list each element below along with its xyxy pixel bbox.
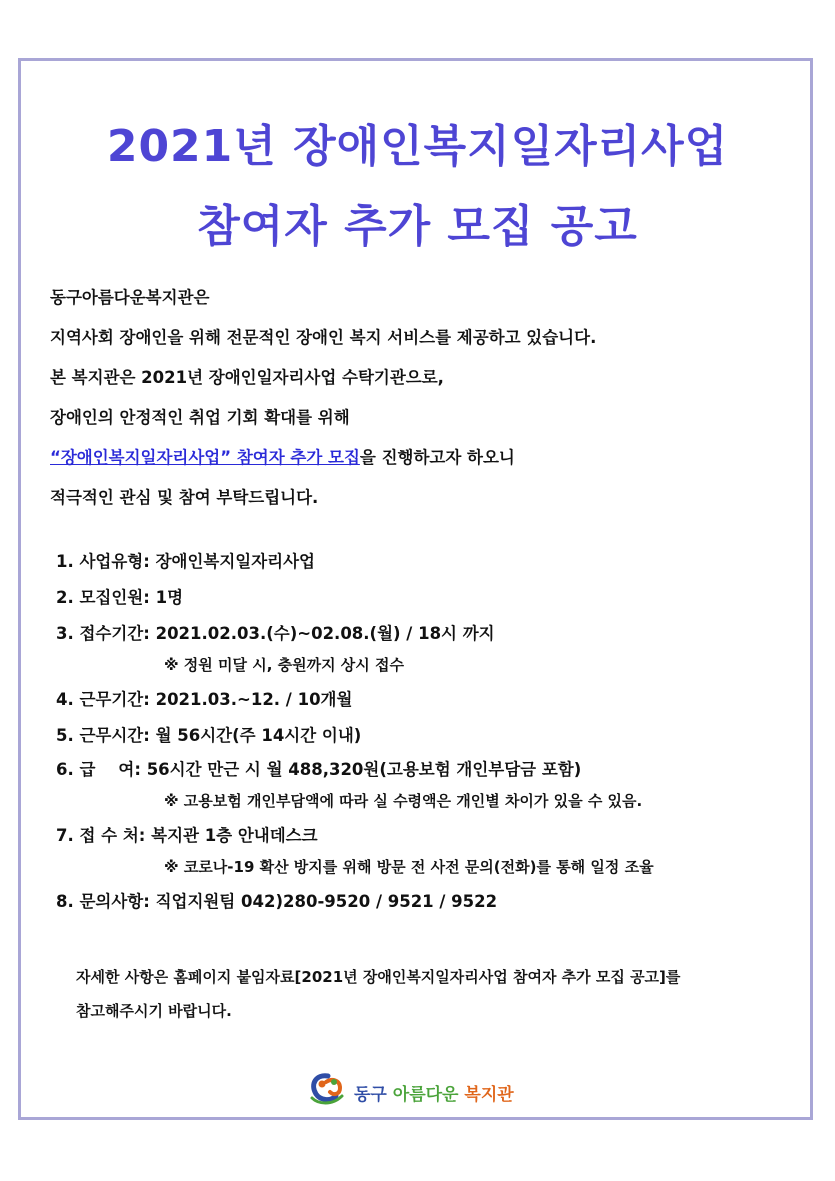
intro-line-2: 지역사회 장애인을 위해 전문적인 장애인 복지 서비스를 제공하고 있습니다.	[50, 328, 597, 347]
intro-line-5	[50, 450, 515, 467]
list-item-salary: 6. 급 여: 56시간 만근 시 월 488,320원(고용보험 개인부담금 포함)	[56, 760, 582, 779]
recruitment-highlight-link[interactable]: “장애인복지일자리사업” 참여자 추가 모집	[50, 448, 360, 467]
intro-line-6: 적극적인 관심 및 참여 부탁드립니다.	[50, 488, 319, 507]
logo-text-part3: 복지관	[464, 1085, 514, 1105]
page-title-line2: 참여자 추가 모집 공고	[197, 201, 638, 252]
org-logo	[306, 1070, 536, 1110]
list-item-type: 1. 사업유형: 장애인복지일자리사업	[56, 552, 315, 571]
org-logo-icon	[306, 1070, 350, 1106]
list-item-work-hours: 5. 근무시간: 월 56시간(주 14시간 이내)	[56, 726, 362, 745]
org-logo-text	[354, 1080, 514, 1105]
footer-line-2: 참고해주시기 바랍니다.	[76, 1002, 232, 1020]
logo-text-part2: 아름다운	[392, 1085, 459, 1105]
note-application: ※ 정원 미달 시, 충원까지 상시 접수	[164, 656, 404, 674]
page-title-line1: 2021년 장애인복지일자리사업	[106, 121, 729, 172]
footer-line-1: 자세한 사항은 홈페이지 붙임자료[2021년 장애인복지일자리사업 참여자 추가 모집 공고]를	[76, 968, 681, 986]
list-item-contact: 8. 문의사항: 직업지원팀 042)280-9520 / 9521 / 9522	[56, 892, 498, 911]
note-reception: ※ 코로나-19 확산 방지를 위해 방문 전 사전 문의(전화)를 통해 일정 조율	[164, 858, 654, 876]
note-salary: ※ 고용보험 개인부담액에 따라 실 수령액은 개인별 차이가 있을 수 있음.	[164, 792, 643, 810]
intro-line-4: 장애인의 안정적인 취업 기회 확대를 위해	[50, 408, 350, 427]
list-item-work-period: 4. 근무기간: 2021.03.~12. / 10개월	[56, 690, 353, 709]
list-item-headcount: 2. 모집인원: 1명	[56, 588, 184, 607]
list-item-reception: 7. 접 수 처: 복지관 1층 안내데스크	[56, 826, 318, 845]
intro-line-3: 본 복지관은 2021년 장애인일자리사업 수탁기관으로,	[50, 368, 444, 387]
logo-text-part1: 동구	[354, 1085, 387, 1105]
list-item-application-period: 3. 접수기간: 2021.02.03.(수)~02.08.(월) / 18시 까지	[56, 624, 495, 643]
intro-line-1: 동구아름다운복지관은	[50, 288, 210, 307]
intro-line-5-rest: 을 진행하고자 하오니	[359, 448, 515, 467]
